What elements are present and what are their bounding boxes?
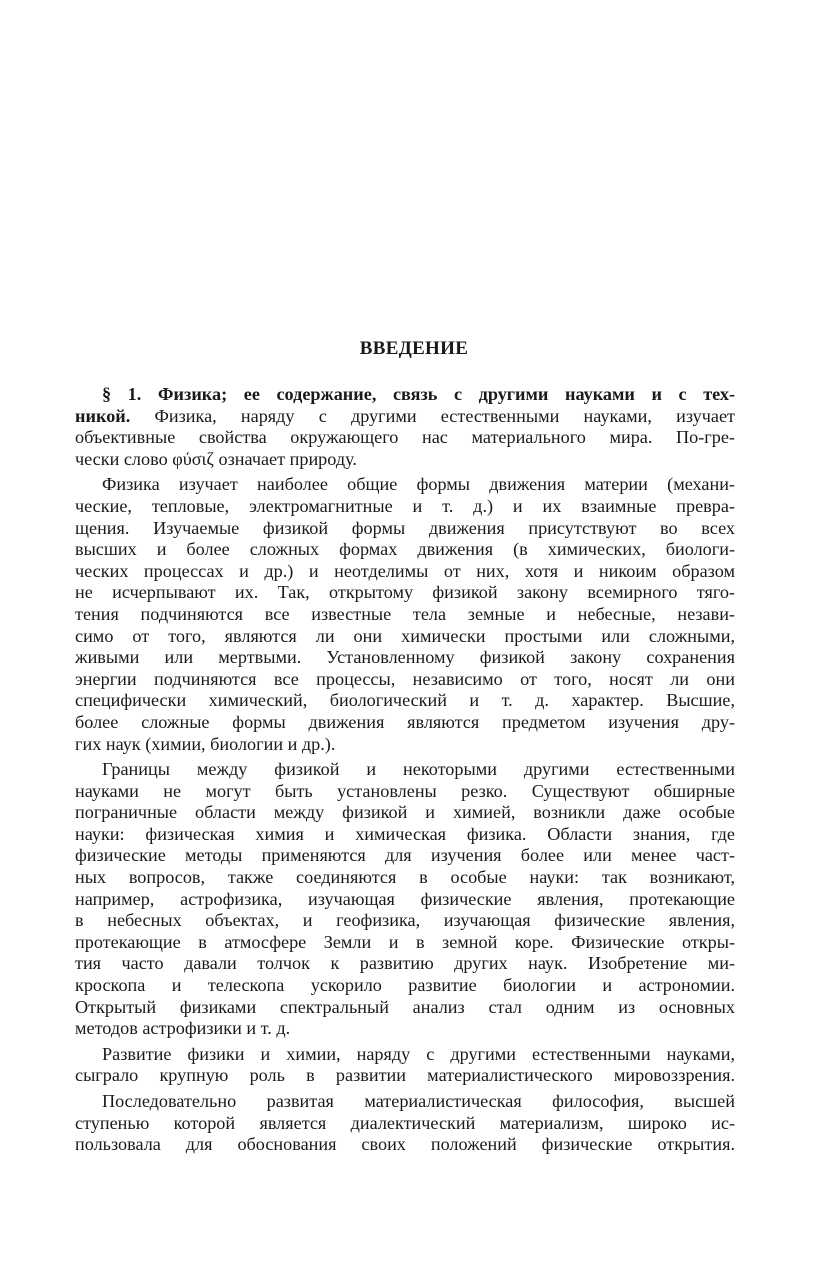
- text-line: ческие, тепловые, электромагнитные и т. д.) и их взаимные превра-: [75, 495, 735, 516]
- text-line: высших и более сложных формах движения (в химических, биологи-: [75, 539, 735, 560]
- chapter-heading: ВВЕДЕНИЕ: [359, 338, 469, 359]
- text-line: протекающие в атмосфере Земли и в земной коре. Физические откры-: [75, 931, 735, 952]
- text-line: [75, 384, 735, 406]
- text-line: живыми или мертвыми. Установленному физикой закону сохранения: [75, 647, 735, 668]
- text-line: например, астрофизика, изучающая физические явления, протекающие: [75, 888, 735, 909]
- text-line: Развитие физики и химии, наряду с другими естественными науками,: [102, 1043, 735, 1064]
- paragraph-5: [75, 1091, 735, 1156]
- text-line: тия часто давали толчок к развитию других наук. Изобретение ми-: [75, 953, 735, 974]
- text-line: пограничные области между физикой и химией, возникли даже особые: [75, 802, 735, 823]
- text-line: Физика изучает наиболее общие формы движения материи (механи-: [102, 474, 735, 495]
- section-title-end: никой.: [75, 405, 131, 426]
- section-title: § 1. Физика; ее содержание, связь с другими науками и с тех-: [102, 384, 735, 404]
- text-line: ступенью которой является диалектический материализм, широко ис-: [75, 1112, 735, 1133]
- text-line: тения подчиняются все известные тела земные и небесные, незави-: [75, 603, 735, 624]
- text-line: энергии подчиняются все процессы, независимо от того, носят ли они: [75, 668, 735, 689]
- text-line: не исчерпывают их. Так, открытому физикой закону всемирного тяго-: [75, 582, 735, 603]
- text-line: Открытый физиками спектральный анализ стал одним из основных: [75, 996, 735, 1017]
- paragraph-4: [75, 1044, 735, 1087]
- text-line: физические методы применяются для изучения более или менее част-: [75, 845, 735, 866]
- text-line: ных вопросов, также соединяются в особые науки: так возникают,: [75, 867, 735, 888]
- text-line: науками не могут быть установлены резко. Существуют обширные: [75, 780, 735, 801]
- text-line: кроскопа и телескопа ускорило развитие биологии и астрономии.: [75, 975, 735, 996]
- text-line: Границы между физикой и некоторыми другими естественными: [102, 759, 735, 780]
- text-line: сыграло крупную роль в развитии материалистического мировоззрения.: [75, 1065, 735, 1086]
- paragraph-1: [75, 384, 735, 470]
- text-line: щения. Изучаемые физикой формы движения присутствуют во всех: [75, 517, 735, 538]
- page-body: [75, 384, 735, 1156]
- text-line: методов астрофизики и т. д.: [75, 1018, 291, 1039]
- text-line: науки: физическая химия и химическая физика. Области знания, где: [75, 823, 735, 844]
- text-line: Последовательно развитая материалистическая философия, высшей: [102, 1091, 735, 1111]
- text-line: никой. Физика, наряду с другими естественными науками, изучает: [75, 405, 735, 426]
- paragraph-3: [75, 759, 735, 1040]
- text-line: гих наук (химии, биологии и др.).: [75, 733, 336, 754]
- text-line: пользовала для обоснования своих положений физические открытия.: [75, 1134, 735, 1155]
- text-line: симо от того, являются ли они химически простыми или сложными,: [75, 625, 735, 646]
- text-line: ческих процессах и др.) и неотделимы от них, хотя и никоим образом: [75, 560, 735, 581]
- text-line: специфически химический, биологический и т. д. характер. Высшие,: [75, 690, 735, 711]
- text-line: чески слово φύσιζ означает природу.: [75, 448, 357, 469]
- paragraph-2: [75, 474, 735, 755]
- text-line: более сложные формы движения являются предметом изучения дру-: [75, 711, 735, 732]
- text-line: объективные свойства окружающего нас материального мира. По-гре-: [75, 427, 735, 448]
- text-line: в небесных объектах, и геофизика, изучающая физические явления,: [75, 910, 735, 931]
